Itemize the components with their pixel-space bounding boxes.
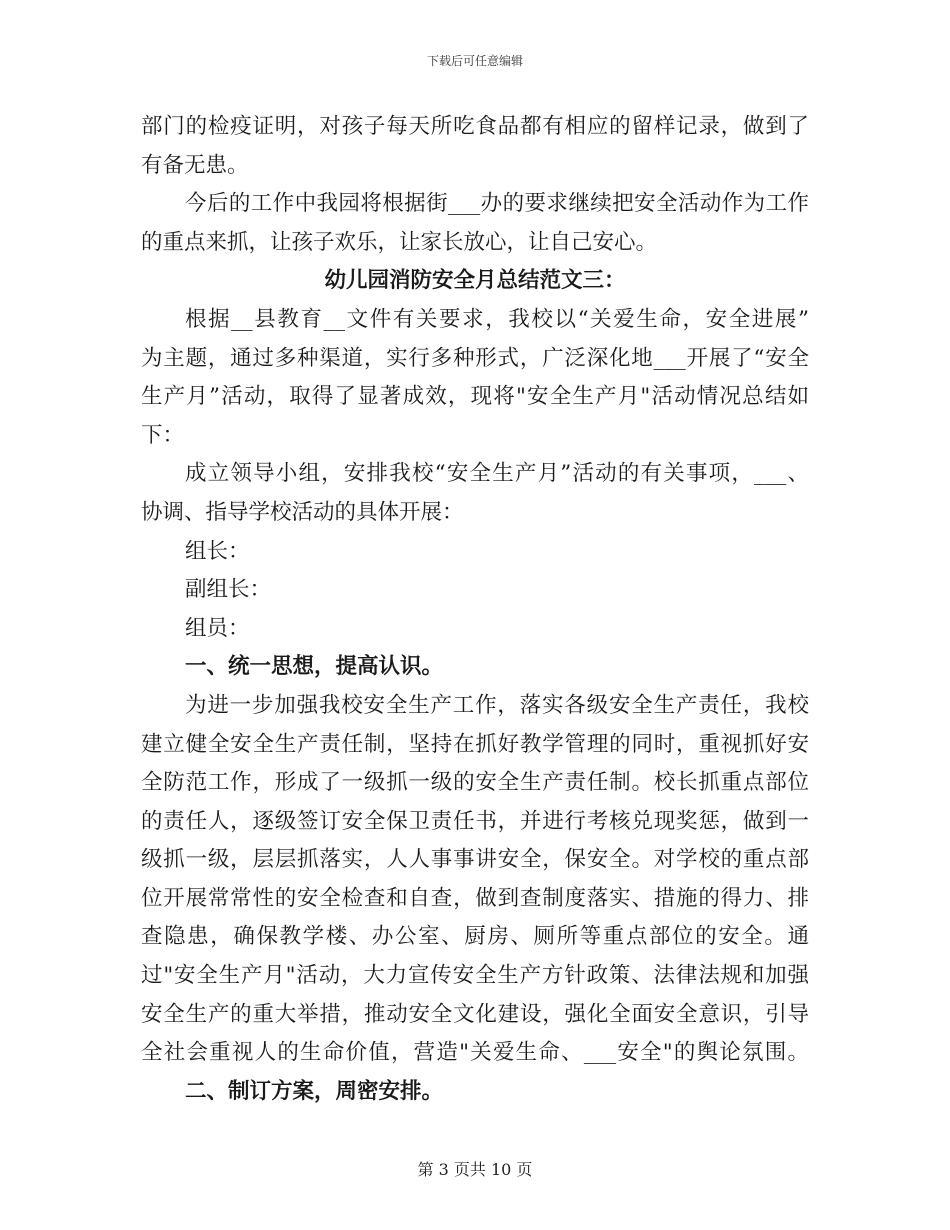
deputy-leader-label: 副组长： [185, 577, 272, 603]
group-leader-label: 组长： [185, 538, 250, 564]
paragraph-line: 协调、指导学校活动的具体开展： [141, 499, 464, 525]
paragraph-line: 今后的工作中我园将根据街___办的要求继续把安全活动作为工作 [185, 191, 809, 217]
paragraph-line: 位开展常常性的安全检查和自查，做到查制度落实、措施的得力、排 [141, 885, 809, 911]
page-header: 下载后可任意编辑 [426, 54, 523, 68]
paragraph-line: 部门的检疫证明，对孩子每天所吃食品都有相应的留样记录，做到了 [141, 114, 809, 139]
paragraph-line: 成立领导小组，安排我校“安全生产月”活动的有关事项，___、 [185, 461, 809, 487]
paragraph-line: 建立健全安全生产责任制，坚持在抓好教学管理的同时，重视抓好安 [141, 731, 809, 757]
section-heading: 一、统一思想，提高认识。 [185, 654, 444, 680]
paragraph-line: 级抓一级，层层抓落实，人人事事讲安全，保安全。对学校的重点部 [141, 847, 809, 873]
paragraph-line: 下： [141, 422, 185, 448]
document-body [141, 108, 809, 1111]
paragraph-line: 查隐患，确保教学楼、办公室、厨房、厕所等重点部位的安全。通 [141, 924, 809, 950]
paragraph-line: 的重点来抓，让孩子欢乐，让家长放心，让自己安心。 [141, 229, 658, 255]
paragraph-line: 的责任人，逐级签订安全保卫责任书，并进行考核兑现奖惩，做到一 [141, 808, 809, 834]
paragraph-line: 全社会重视人的生命价值，营造"关爱生命、___安全"的舆论氛围。 [141, 1040, 809, 1066]
paragraph-line: 安全生产的重大举措，推动安全文化建设，强化全面安全意识，引导 [141, 1001, 809, 1027]
paragraph-line: 为进一步加强我校安全生产工作，落实各级安全生产责任，我校 [185, 692, 809, 718]
section-heading: 二、制订方案，周密安排。 [185, 1078, 444, 1104]
paragraph-line: 根据__县教育__文件有关要求，我校以“关爱生命，安全进展” [185, 306, 809, 332]
paragraph-line: 过"安全生产月"活动，大力宣传安全生产方针政策、法律法规和加强 [141, 963, 809, 989]
paragraph-line: 有备无患。 [141, 152, 249, 178]
paragraph-line: 生产月”活动，取得了显著成效，现将"安全生产月"活动情况总结如 [141, 384, 809, 410]
section-title: 幼儿园消防安全月总结范文三： [324, 268, 626, 294]
paragraph-line: 全防范工作，形成了一级抓一级的安全生产责任制。校长抓重点部位 [141, 770, 809, 796]
group-members-label: 组员： [185, 615, 250, 641]
paragraph-line: 为主题，通过多种渠道，实行多种形式，广泛深化地___开展了“安全 [141, 345, 809, 371]
page-footer: 第 3 页共 10 页 [417, 1160, 533, 1179]
